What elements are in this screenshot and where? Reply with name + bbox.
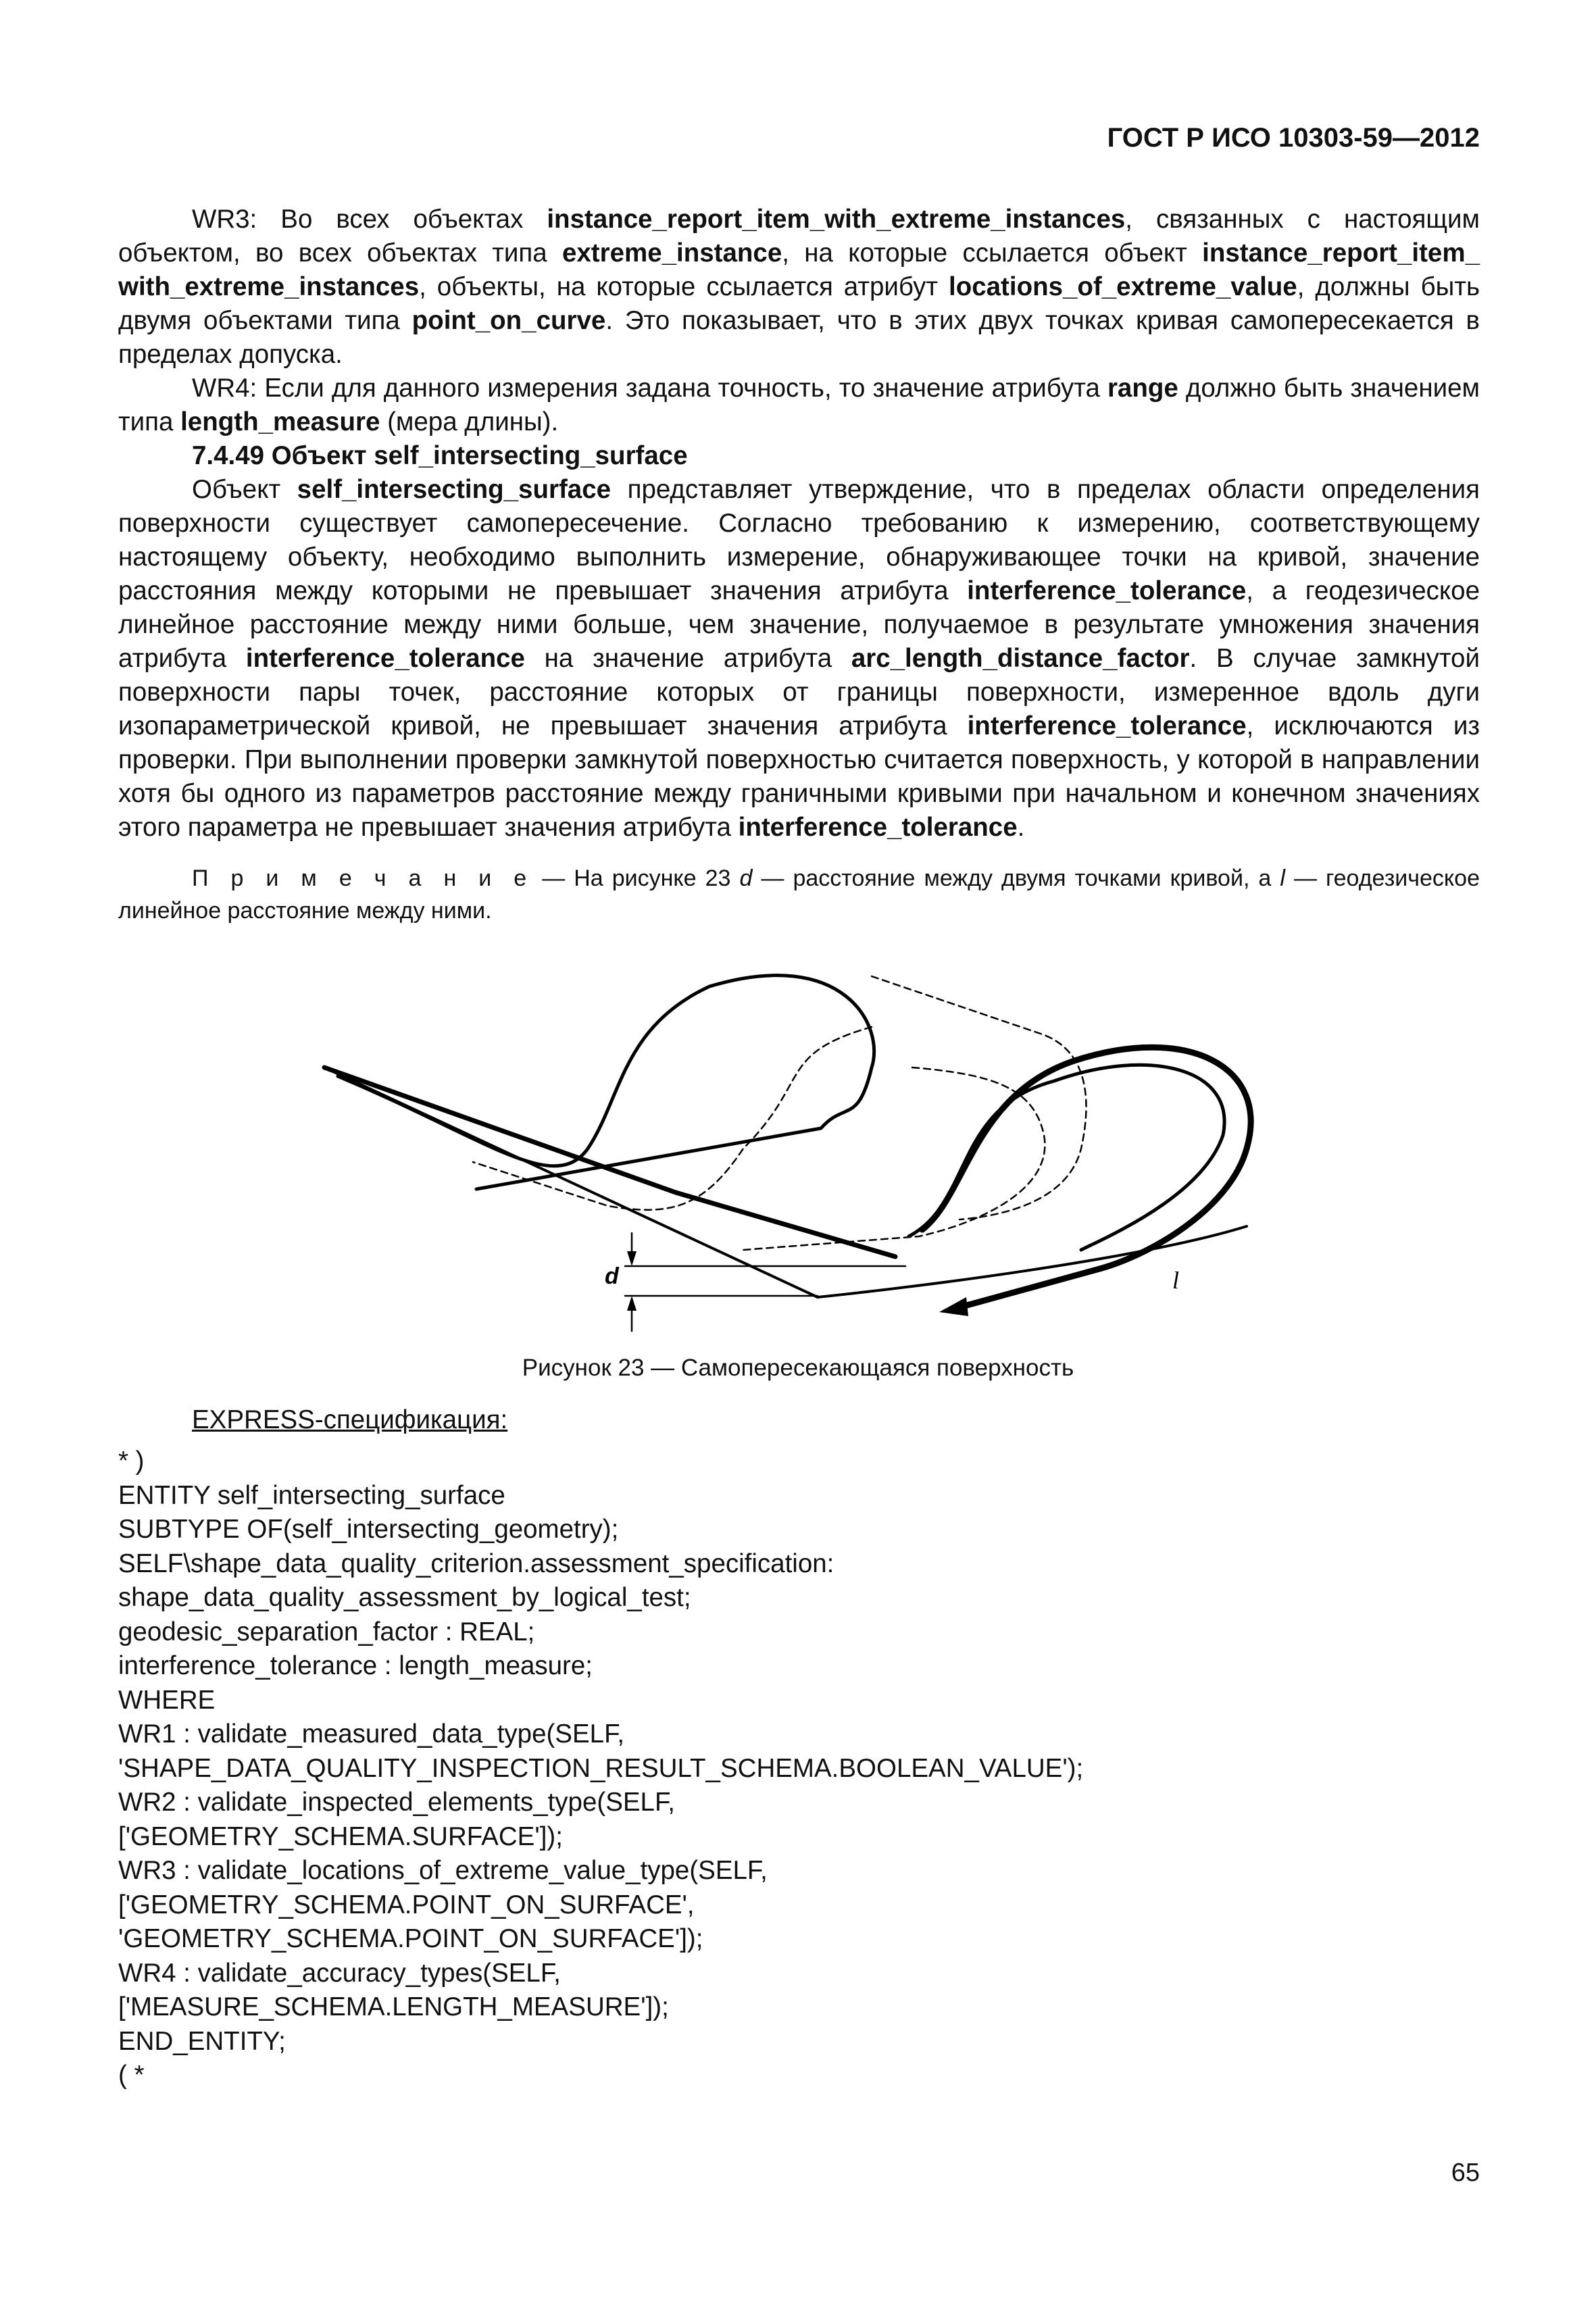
surface-left-fold <box>338 976 874 1189</box>
code-line: WR1 : validate_measured_data_type(SELF, <box>118 1719 625 1749</box>
arrowhead-l <box>939 1297 968 1316</box>
express-code-block <box>118 1444 1083 2093</box>
figure-self-intersecting-surface <box>297 946 1297 1351</box>
code-line: SUBTYPE OF(self_intersecting_geometry); <box>118 1515 619 1544</box>
code-line: shape_data_quality_assessment_by_logical_test; <box>118 1583 691 1612</box>
code-line: END_ENTITY; <box>118 2026 286 2056</box>
code-line: 'GEOMETRY_SCHEMA.POINT_ON_SURFACE']); <box>118 1924 703 1953</box>
surface-right-loop-outer <box>922 1047 1251 1307</box>
code-line: ['GEOMETRY_SCHEMA.SURFACE']); <box>118 1821 563 1851</box>
code-line: geodesic_separation_factor : REAL; <box>118 1617 535 1646</box>
code-line: WR4 : validate_accuracy_types(SELF, <box>118 1958 561 1988</box>
surface-right-loop-inner <box>909 1065 1224 1250</box>
page-number: 65 <box>1451 2159 1480 2187</box>
paragraph-wr3: WR3: Во всех объектах instance_report_item_with_extreme_instances, связанных с настоящим объектом, во всех объектах типа extreme_instance, на которые ссылается объект instance_report_item_ with_extreme_instances, объекты, на которые ссылается атрибут locations_of_extreme_value, должны быть двумя объектами типа point_on_curve. Это показывает, что в этих двух точках кривая самопересекается в пределах допуска. <box>118 205 1480 369</box>
paragraph-wr4: WR4: Если для данного измерения задана точность, то значение атрибута range должно быть значением типа length_measure (мера длины). <box>118 374 1480 436</box>
arrowhead-d-bottom <box>627 1296 637 1311</box>
code-line: SELF\shape_data_quality_criterion.assessment_specification: <box>118 1549 834 1578</box>
code-line: ( * <box>118 2061 145 2090</box>
hidden-line-middle <box>473 1027 872 1210</box>
code-line: WHERE <box>118 1685 216 1715</box>
body-text <box>118 203 1480 845</box>
figure-caption: Рисунок 23 — Самопересекающаяся поверхность <box>522 1355 1074 1381</box>
code-line: * ) <box>118 1447 145 1476</box>
document-code-header: ГОСТ Р ИСО 10303-59—2012 <box>1107 123 1480 153</box>
code-line: ENTITY self_intersecting_surface <box>118 1480 505 1510</box>
paragraph-definition: Объект self_intersecting_surface представляет утверждение, что в пределах области определения поверхности существует самопересечение. Согласно требованию к измерению, соответствующему настоящему объекту, необходимо выполнить измерение, обнаруживающее точки на кривой, значение расстояния между которыми не превышает значения атрибута interference_tolerance, а геодезическое линейное расстояние между ними больше, чем значение, получаемое в результате умножения значения атрибута interference_tolerance на значение атрибута arc_length_distance_factor. В случае замкнутой поверхности пары точек, расстояние которых от границы поверхности, измеренное вдоль дуги изопараметрической кривой, не превышает значения атрибута interference_tolerance, исключаются из проверки. При выполнении проверки замкнутой поверхностью считается поверхность, у которой в направлении хотя бы одного из параметров расстояние между граничными кривыми при начальном и конечном значениях этого параметра не превышает значения атрибута interference_tolerance. <box>118 475 1480 842</box>
code-line: WR3 : validate_locations_of_extreme_value_type(SELF, <box>118 1856 768 1885</box>
section-heading: 7.4.49 Объект self_intersecting_surface <box>192 441 688 470</box>
hidden-line-upper <box>872 976 1087 1219</box>
code-line: WR2 : validate_inspected_elements_type(SELF, <box>118 1788 675 1817</box>
label-d: d <box>605 1263 619 1289</box>
code-line: 'SHAPE_DATA_QUALITY_INSPECTION_RESULT_SCHEMA.BOOLEAN_VALUE'); <box>118 1753 1084 1783</box>
label-l: l <box>1172 1267 1180 1294</box>
hidden-line-lower <box>743 1067 1045 1250</box>
arrowhead-d-top <box>627 1251 637 1266</box>
express-label: EXPRESS-спецификация: <box>192 1405 508 1434</box>
surface-front-edge <box>324 1067 895 1257</box>
code-line: interference_tolerance : length_measure; <box>118 1651 593 1680</box>
code-line: ['GEOMETRY_SCHEMA.POINT_ON_SURFACE', <box>118 1890 695 1919</box>
note-paragraph: П р и м е ч а н и е — На рисунке 23 d — расстояние между двумя точками кривой, а l — геодезическое линейное расстояние между ними. <box>118 865 1480 924</box>
code-line: ['MEASURE_SCHEMA.LENGTH_MEASURE']); <box>118 1992 669 2021</box>
